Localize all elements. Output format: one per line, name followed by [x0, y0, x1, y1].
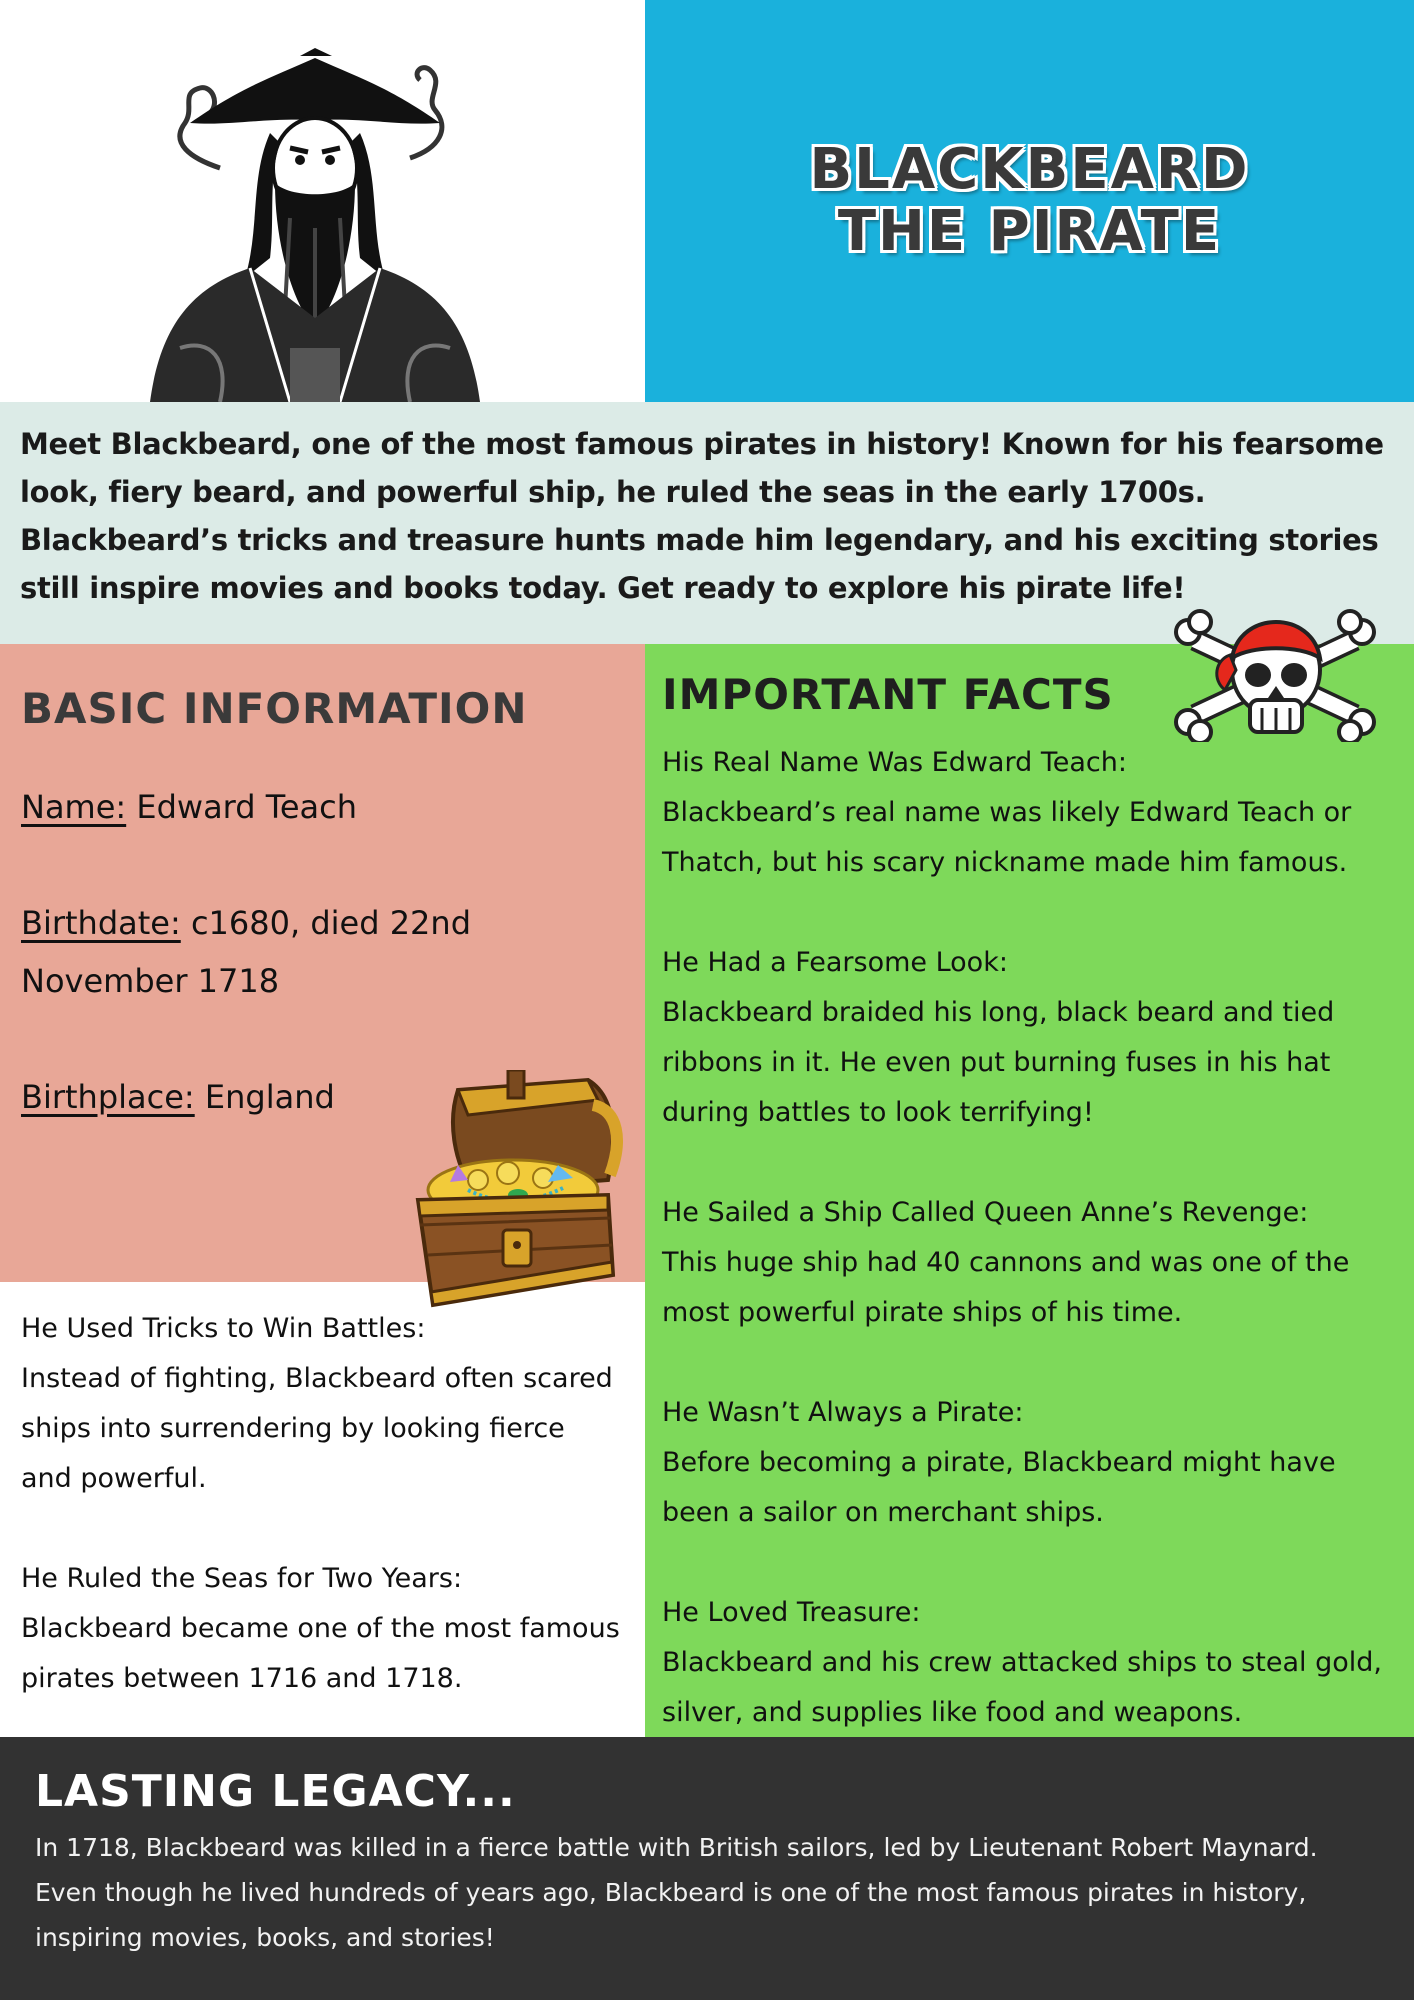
- important-facts-panel: [645, 644, 1414, 1737]
- fact-title: His Real Name Was Edward Teach:: [662, 747, 1127, 778]
- birthplace-label: Birthplace:: [21, 1078, 195, 1116]
- fact-item: [21, 1304, 623, 1504]
- page-title: BLACKBEARD THE PIRATE: [809, 137, 1250, 264]
- fact-title: He Had a Fearsome Look:: [662, 947, 1008, 978]
- birthdate-row: [21, 894, 623, 1010]
- fact-item: [662, 1588, 1396, 1738]
- fact-item: [662, 1388, 1396, 1538]
- fact-body: Blackbeard and his crew attacked ships to steal gold, silver, and supplies like food and weapons.: [662, 1647, 1383, 1728]
- lasting-legacy-paragraph: In 1718, Blackbeard was killed in a fierce battle with British sailors, led by Lieutenant Robert Maynard. Even though he lived hundreds of years ago, Blackbeard is one of the most famous pirates in history, inspiring movies, books, and stories!: [35, 1833, 1318, 1952]
- fact-body: Instead of fighting, Blackbeard often scared ships into surrendering by looking fierce and powerful.: [21, 1363, 613, 1494]
- name-label: Name:: [21, 788, 127, 826]
- name-row: [21, 778, 623, 836]
- fact-title: He Used Tricks to Win Battles:: [21, 1313, 426, 1344]
- fact-title: He Sailed a Ship Called Queen Anne’s Revenge:: [662, 1197, 1309, 1228]
- treasure-chest-illustration: [398, 1070, 630, 1310]
- fact-title: He Wasn’t Always a Pirate:: [662, 1397, 1024, 1428]
- birthplace-value: England: [204, 1078, 335, 1116]
- intro-paragraph: Meet Blackbeard, one of the most famous pirates in history! Known for his fearsome look, fiery beard, and powerful ship, he ruled the seas in the early 1700s. Blackbeard’s tricks and treasure hunts made him legendary, and his exciting stories still inspire movies and books today. Get ready to explore his pirate life!: [20, 427, 1384, 605]
- fact-item: [662, 938, 1396, 1138]
- left-facts-panel: [0, 1282, 645, 1737]
- title-panel: [645, 0, 1414, 402]
- fact-body: Before becoming a pirate, Blackbeard might have been a sailor on merchant ships.: [662, 1447, 1336, 1528]
- lasting-legacy-heading: LASTING LEGACY...: [35, 1766, 516, 1817]
- portrait-panel: [0, 0, 645, 402]
- lasting-legacy-panel: [0, 1737, 1414, 2000]
- fact-body: This huge ship had 40 cannons and was one of the most powerful pirate ships of his time.: [662, 1247, 1350, 1328]
- fact-title: He Loved Treasure:: [662, 1597, 921, 1628]
- birthdate-label: Birthdate:: [21, 904, 181, 942]
- basic-information-heading: BASIC INFORMATION: [21, 684, 528, 733]
- fact-item: [21, 1554, 623, 1704]
- important-facts-heading: IMPORTANT FACTS: [662, 670, 1114, 719]
- fact-body: Blackbeard braided his long, black beard and tied ribbons in it. He even put burning fuses in his hat during battles to look terrifying!: [662, 997, 1335, 1128]
- birthdate-value: c1680, died 22nd November 1718: [21, 904, 471, 1000]
- name-value: Edward Teach: [136, 788, 358, 826]
- fact-body: Blackbeard became one of the most famous pirates between 1716 and 1718.: [21, 1613, 620, 1694]
- pirate-portrait-illustration: [150, 48, 480, 402]
- fact-item: [662, 738, 1396, 888]
- fact-body: Blackbeard’s real name was likely Edward Teach or Thatch, but his scary nickname made him famous.: [662, 797, 1352, 878]
- fact-item: [662, 1188, 1396, 1338]
- fact-title: He Ruled the Seas for Two Years:: [21, 1563, 463, 1594]
- skull-crossbones-illustration: [1170, 600, 1382, 742]
